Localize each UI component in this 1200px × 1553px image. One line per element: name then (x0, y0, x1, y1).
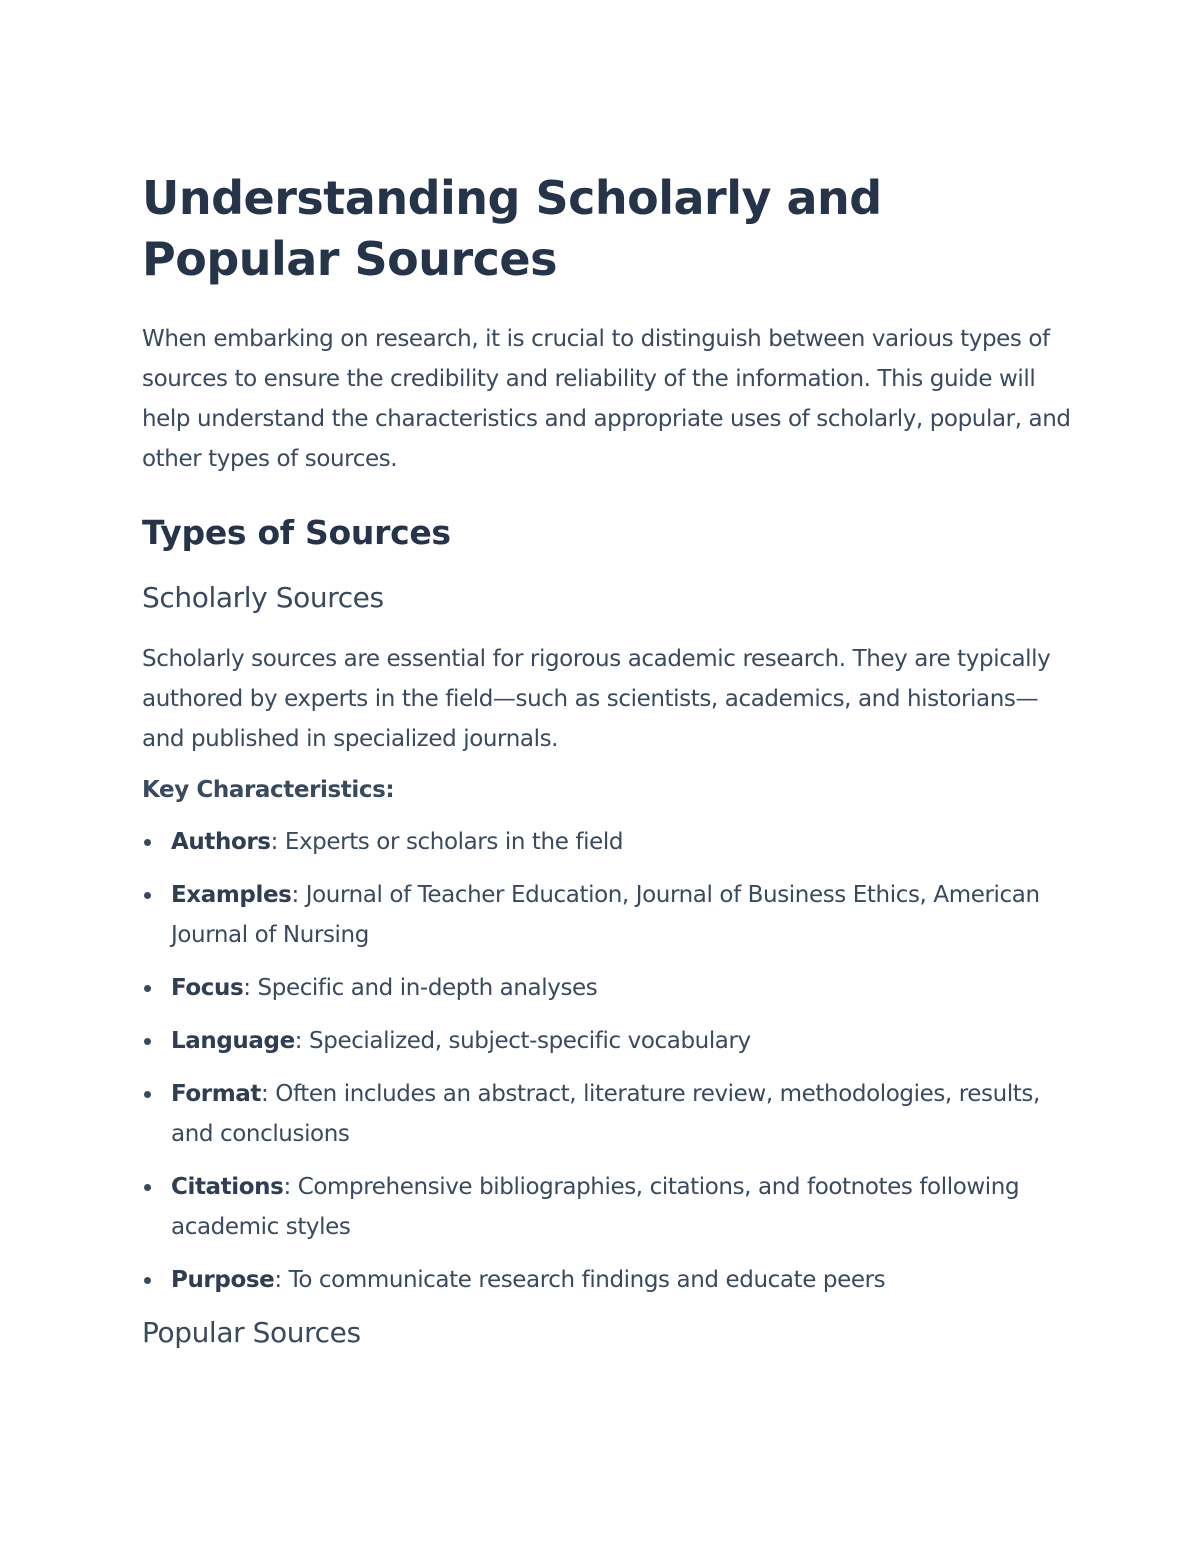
intro-paragraph: When embarking on research, it is crucial to distinguish between various types of sources to ensure the credibility and reliability of the information. This guide will help understand the characteristics and appropriate uses of scholarly, popular, and other types of sources. (142, 326, 1071, 472)
list-item (142, 1021, 1072, 1061)
characteristic-text: : To communicate research findings and educate peers (274, 1267, 886, 1293)
list-item (142, 822, 1072, 862)
characteristic-term: Language (171, 1028, 295, 1054)
bullet-icon (144, 1038, 151, 1045)
characteristic-term: Purpose (171, 1267, 275, 1293)
subsection-heading-scholarly: Scholarly Sources (142, 581, 384, 614)
characteristic-text: : Specific and in-depth analyses (243, 975, 598, 1001)
characteristic-text: : Experts or scholars in the field (270, 829, 624, 855)
characteristics-list (142, 822, 1072, 1300)
characteristic-term: Authors (171, 829, 271, 855)
document-content (142, 168, 1072, 1353)
characteristic-term: Citations (171, 1174, 284, 1200)
bullet-icon (144, 839, 151, 846)
key-characteristics-label: Key Characteristics: (142, 777, 395, 803)
list-item (142, 1260, 1072, 1300)
list-item (142, 875, 1072, 955)
list-item (142, 1167, 1072, 1247)
characteristic-text: : Journal of Teacher Education, Journal of Business Ethics, American Journal of Nursing (171, 882, 1040, 948)
characteristic-text: : Comprehensive bibliographies, citations, and footnotes following academic styles (171, 1174, 1020, 1240)
list-item (142, 968, 1072, 1008)
subsection-heading-popular: Popular Sources (142, 1316, 361, 1349)
characteristic-text: : Specialized, subject-specific vocabulary (294, 1028, 751, 1054)
characteristic-term: Focus (171, 975, 244, 1001)
page-title: Understanding Scholarly and Popular Sources (142, 171, 882, 286)
bullet-icon (144, 985, 151, 992)
bullet-icon (144, 892, 151, 899)
characteristic-text: : Often includes an abstract, literature review, methodologies, results, and conclusions (171, 1081, 1040, 1147)
scholarly-description: Scholarly sources are essential for rigorous academic research. They are typically authored by experts in the field—such as scientists, academics, and historians—and published in specialized journals. (142, 646, 1051, 752)
characteristic-term: Format (171, 1081, 262, 1107)
bullet-icon (144, 1091, 151, 1098)
list-item (142, 1074, 1072, 1154)
section-heading-types: Types of Sources (142, 513, 451, 552)
bullet-icon (144, 1184, 151, 1191)
characteristic-term: Examples (171, 882, 292, 908)
bullet-icon (144, 1277, 151, 1284)
